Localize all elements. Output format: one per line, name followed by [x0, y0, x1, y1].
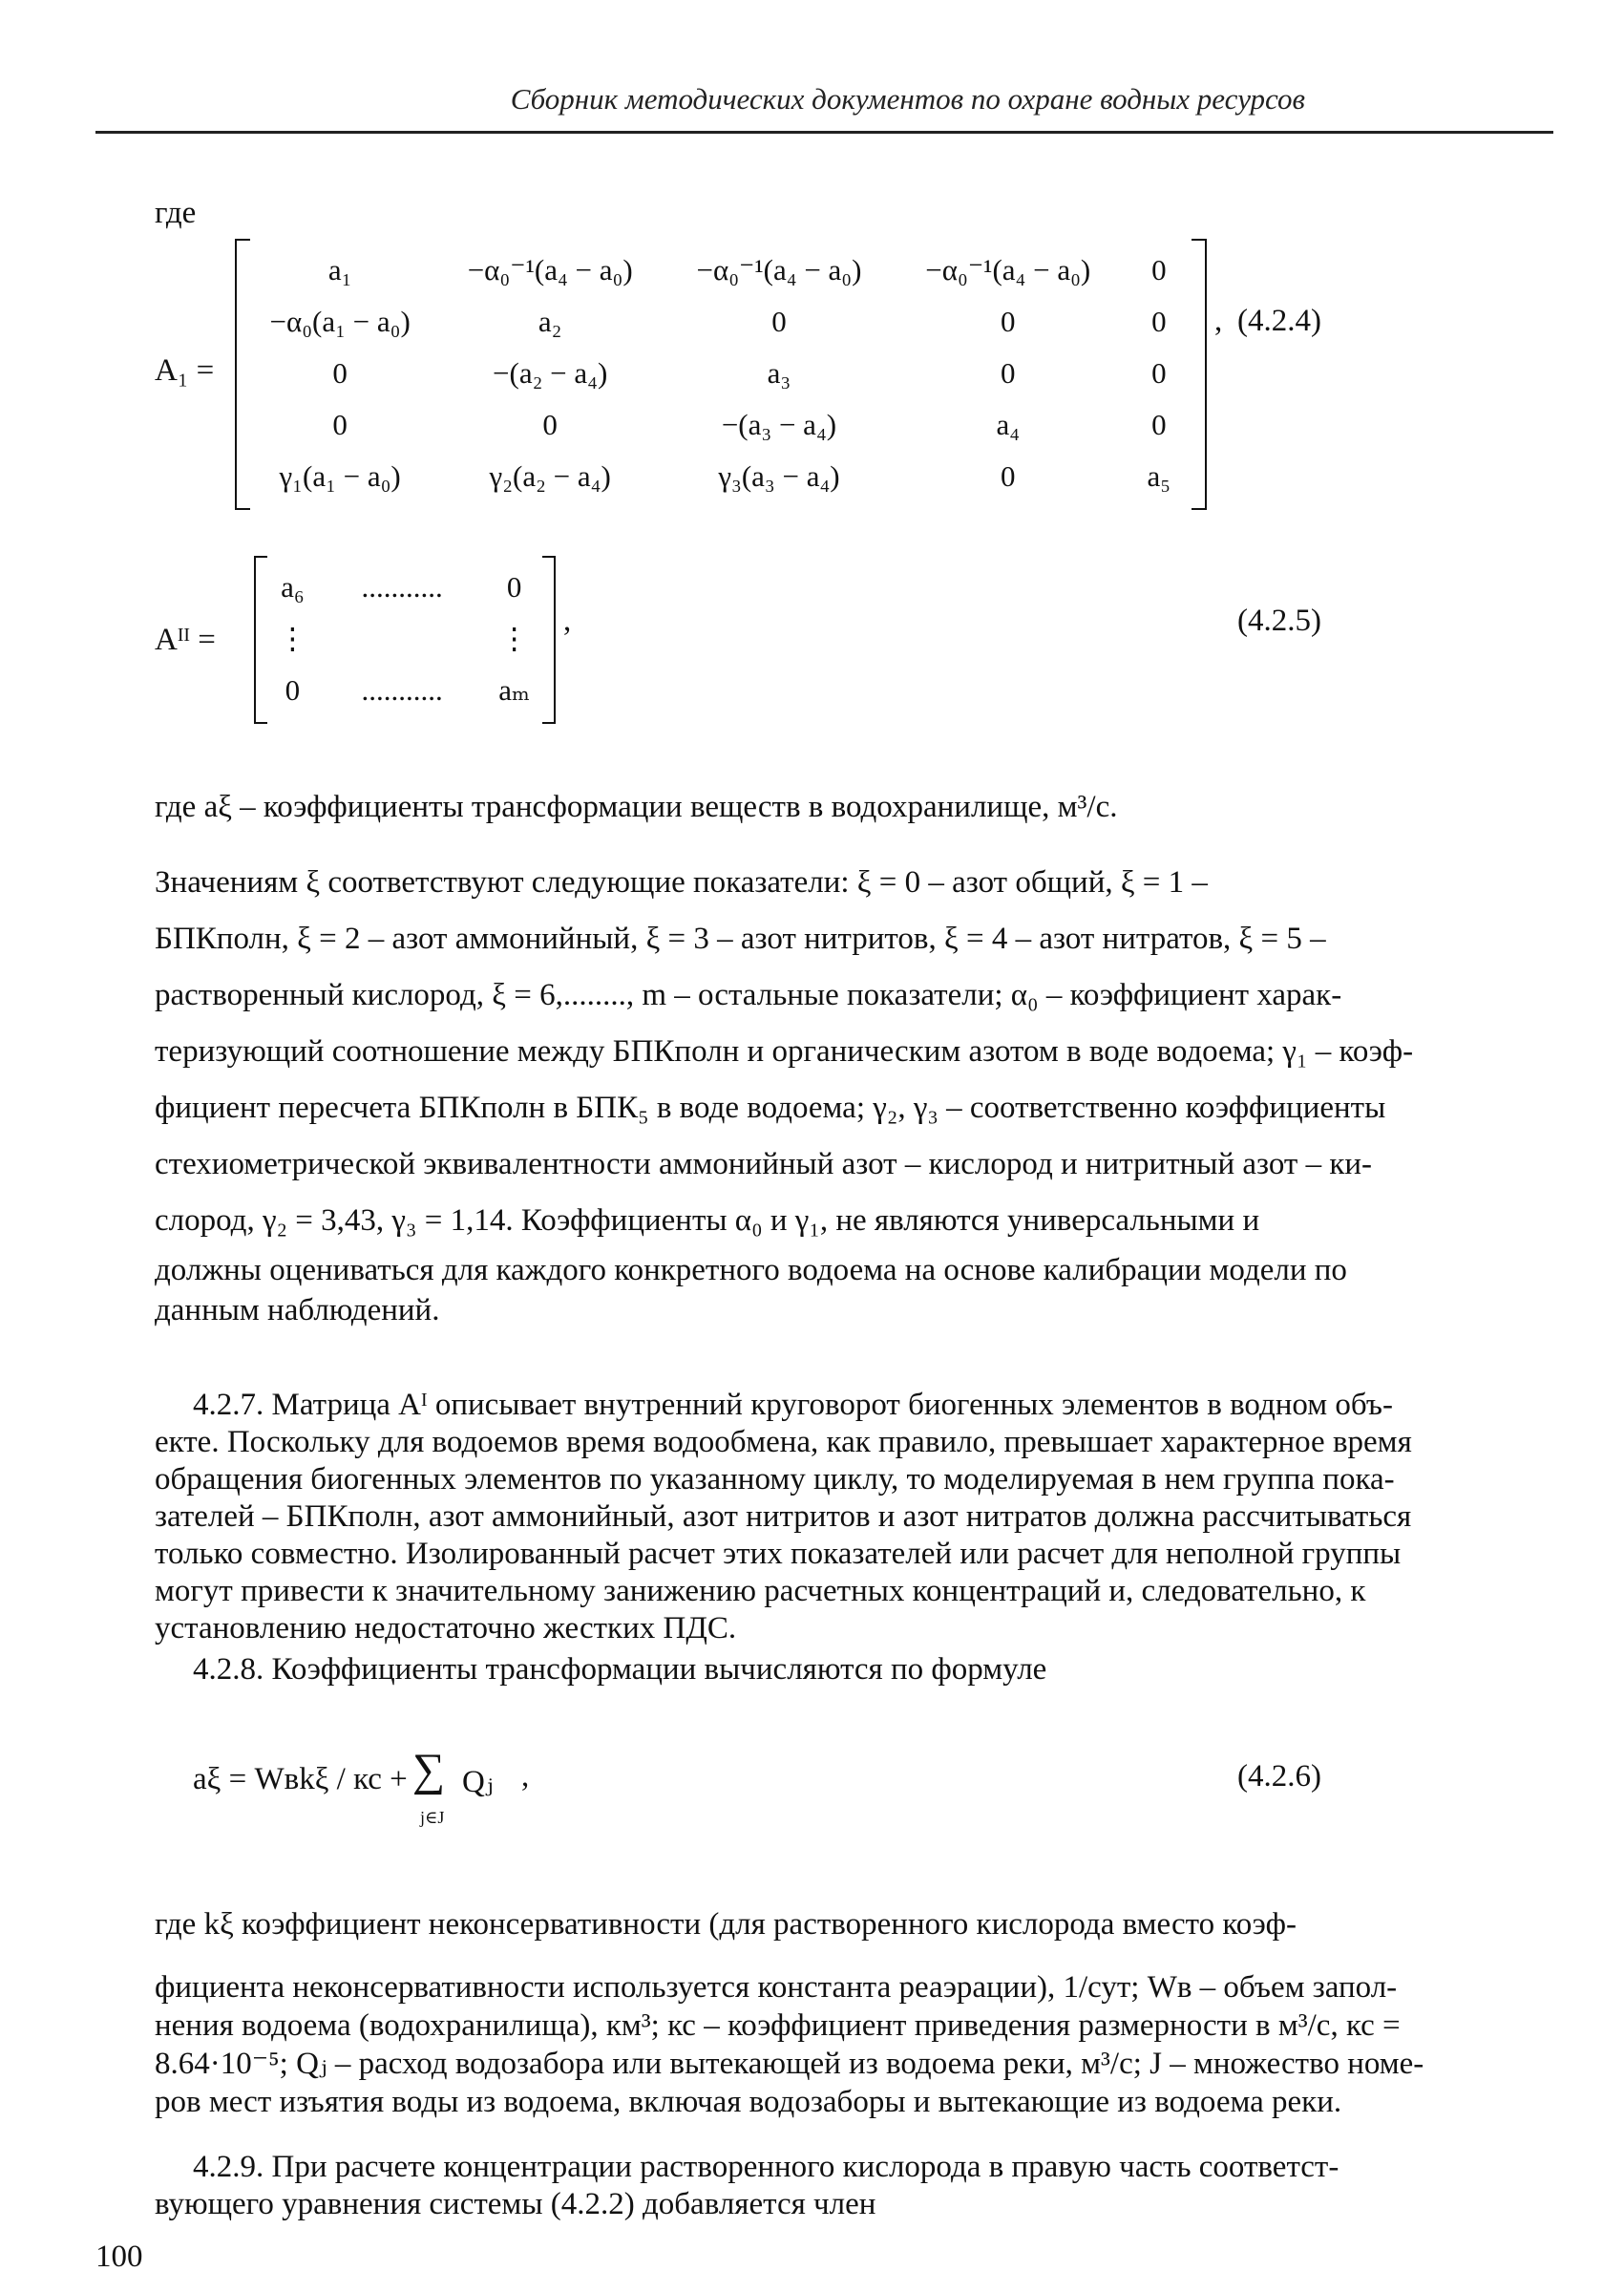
where-a-xi: где aξ – коэффициенты трансформации веществ в водохранилище, м³/с.: [155, 790, 1118, 824]
sum-index: j∈J: [420, 1808, 445, 1827]
paragraph-line: БПКполн, ξ = 2 – азот аммонийный, ξ = 3 – азот нитритов, ξ = 4 – азот нитратов, ξ = 5 –: [155, 922, 1326, 956]
paragraph-4-2-9: [155, 2149, 1544, 2223]
paragraph-line: данным наблюдений.: [155, 1293, 440, 1327]
matrix-ai-label: A₁ =: [155, 353, 215, 388]
matrix-ai-cell: −α₀⁻¹(a₄ − a₀): [925, 253, 1091, 287]
matrix-aii-cell: 0: [506, 570, 522, 604]
paragraph-4-2-7: [155, 1387, 1544, 1647]
matrix-aii-cell: a₆: [281, 570, 305, 604]
matrix-aii-cell: ⋮: [277, 622, 307, 655]
matrix-ai-cell: 0: [1151, 356, 1167, 390]
matrix-ai-cell: γ₁(a₁ − a₀): [279, 459, 401, 493]
paragraph-line: растворенный кислород, ξ = 6,........, m – остальные показатели; α₀ – коэффициент харак-: [155, 978, 1342, 1012]
paragraph-line: нения водоема (водохранилища), км³; кс – коэффициент приведения размерности в м³/с, кс =: [155, 2008, 1401, 2043]
matrix-aii-cell: ...........: [361, 570, 443, 604]
matrix-ai: [244, 244, 1195, 502]
paragraph-line: слород, γ₂ = 3,43, γ₃ = 1,14. Коэффициенты α₀ и γ₁, не являются универсальными и: [155, 1203, 1260, 1238]
matrix-ai-cell: 0: [332, 408, 348, 441]
matrix-aii-cell: ...........: [361, 673, 443, 707]
formula-lhs: aξ = Wвkξ / кс +: [193, 1762, 408, 1796]
sum-term: Qⱼ: [462, 1765, 494, 1799]
matrix-ai-cell: −α₀⁻¹(a₄ − a₀): [467, 253, 633, 287]
matrix-ai-cell: 0: [1151, 408, 1167, 441]
matrix-ai-cell: a₃: [767, 356, 791, 390]
matrix-aii-cell: aₘ: [498, 673, 531, 707]
paragraph-line: 4.2.7. Матрица Aᴵ описывает внутренний круговорот биогенных элементов в водном объ-: [193, 1388, 1393, 1422]
equation-number-4-2-5: (4.2.5): [1237, 604, 1321, 638]
page-number: 100: [95, 2240, 143, 2274]
matrix-ai-cell: a₁: [327, 253, 352, 287]
paragraph-line: вующего уравнения системы (4.2.2) добавляется член: [155, 2187, 876, 2221]
matrix-ai-cell: −(a₃ − a₄): [721, 408, 837, 441]
paragraph-line: фициента неконсервативности используется константа реаэрации), 1/сут; Wв – объем запол-: [155, 1970, 1398, 2005]
matrix-aii-cell: ⋮: [499, 622, 530, 655]
equation-number-4-2-6: (4.2.6): [1237, 1759, 1321, 1794]
matrix-ai-cell: γ₃(a₃ − a₄): [718, 459, 840, 493]
matrix-ai-cell: 0: [1001, 459, 1016, 493]
matrix-ai-cell: −α₀⁻¹(a₄ − a₀): [696, 253, 862, 287]
matrix-ai-cell: −(a₂ − a₄): [493, 356, 608, 390]
header-rule: [95, 131, 1553, 134]
paragraph-k-xi: [155, 1896, 1544, 2121]
paragraph-line: зателей – БПКполн, азот аммонийный, азот нитритов и азот нитратов должна рассчитываться: [155, 1499, 1412, 1534]
paragraph-line: стехиометрической эквивалентности аммонийный азот – кислород и нитритный азот – ки-: [155, 1147, 1373, 1181]
matrix-ai-cell: a₄: [996, 408, 1021, 441]
running-header: Сборник методических документов по охране водных ресурсов: [510, 82, 1305, 116]
matrix-ai-cell: 0: [1151, 253, 1167, 287]
formula-4-2-6: [193, 1762, 408, 1797]
matrix-ai-cell: 0: [1151, 305, 1167, 338]
paragraph-line: только совместно. Изолированный расчет этих показателей или расчет для неполной группы: [155, 1537, 1402, 1571]
paragraph-line: установлению недостаточно жестких ПДС.: [155, 1611, 737, 1645]
paragraph-xi-values: [155, 855, 1544, 1329]
matrix-ai-cell: 0: [1001, 356, 1016, 390]
paragraph-line: где kξ коэффициент неконсервативности (для растворенного кислорода вместо коэф-: [155, 1907, 1297, 1942]
paragraph-line: ров мест изъятия воды из водоема, включая водозаборы и вытекающие из водоема реки.: [155, 2085, 1342, 2119]
paragraph-line: екте. Поскольку для водоемов время водообмена, как правило, превышает характерное время: [155, 1425, 1412, 1459]
matrix-ai-cell: a₅: [1147, 459, 1171, 493]
matrix-ai-cell: γ₂(a₂ − a₄): [489, 459, 611, 493]
equation-number-4-2-4: (4.2.4): [1237, 304, 1321, 338]
paragraph-line: 4.2.9. При расчете концентрации растворенного кислорода в правую часть соответст-: [193, 2150, 1339, 2184]
paragraph-line: фициент пересчета БПКполн в БПК₅ в воде водоема; γ₂, γ₃ – соответственно коэффициенты: [155, 1091, 1386, 1125]
matrix-ai-cell: 0: [771, 305, 787, 338]
matrix-ai-cell: −α₀(a₁ − a₀): [269, 305, 411, 338]
matrix-ai-comma: ,: [1214, 304, 1223, 338]
formula-comma: ,: [521, 1759, 530, 1794]
paragraph-line: могут привести к значительному занижению расчетных концентраций и, следовательно, к: [155, 1574, 1366, 1608]
matrix-ai-cell: a₂: [538, 305, 562, 338]
sum-symbol: ∑: [412, 1745, 446, 1795]
paragraph-line: Значениям ξ соответствуют следующие показатели: ξ = 0 – азот общий, ξ = 1 –: [155, 865, 1208, 900]
matrix-ai-cell: 0: [1001, 305, 1016, 338]
where-label: где: [155, 196, 197, 230]
paragraph-line: обращения биогенных элементов по указанному циклу, то моделируемая в нем группа пока-: [155, 1462, 1395, 1497]
paragraph-line: 8.64·10⁻⁵; Qⱼ – расход водозабора или вытекающей из водоема реки, м³/с; J – множество номе-: [155, 2047, 1424, 2081]
paragraph-line: должны оцениваться для каждого конкретного водоема на основе калибрации модели по: [155, 1253, 1347, 1287]
matrix-ai-cell: 0: [332, 356, 348, 390]
matrix-aii-comma: ,: [563, 604, 572, 638]
matrix-aii: [264, 562, 546, 716]
matrix-aii-label: Aᴵᴵ =: [155, 623, 216, 657]
paragraph-4-2-8: 4.2.8. Коэффициенты трансформации вычисляются по формуле: [193, 1652, 1047, 1687]
paragraph-line: теризующий соотношение между БПКполн и органическим азотом в воде водоема; γ₁ – коэф-: [155, 1034, 1414, 1069]
matrix-aii-cell: 0: [285, 673, 301, 707]
matrix-ai-cell: 0: [542, 408, 558, 441]
matrix-aii-cell: [322, 613, 483, 665]
